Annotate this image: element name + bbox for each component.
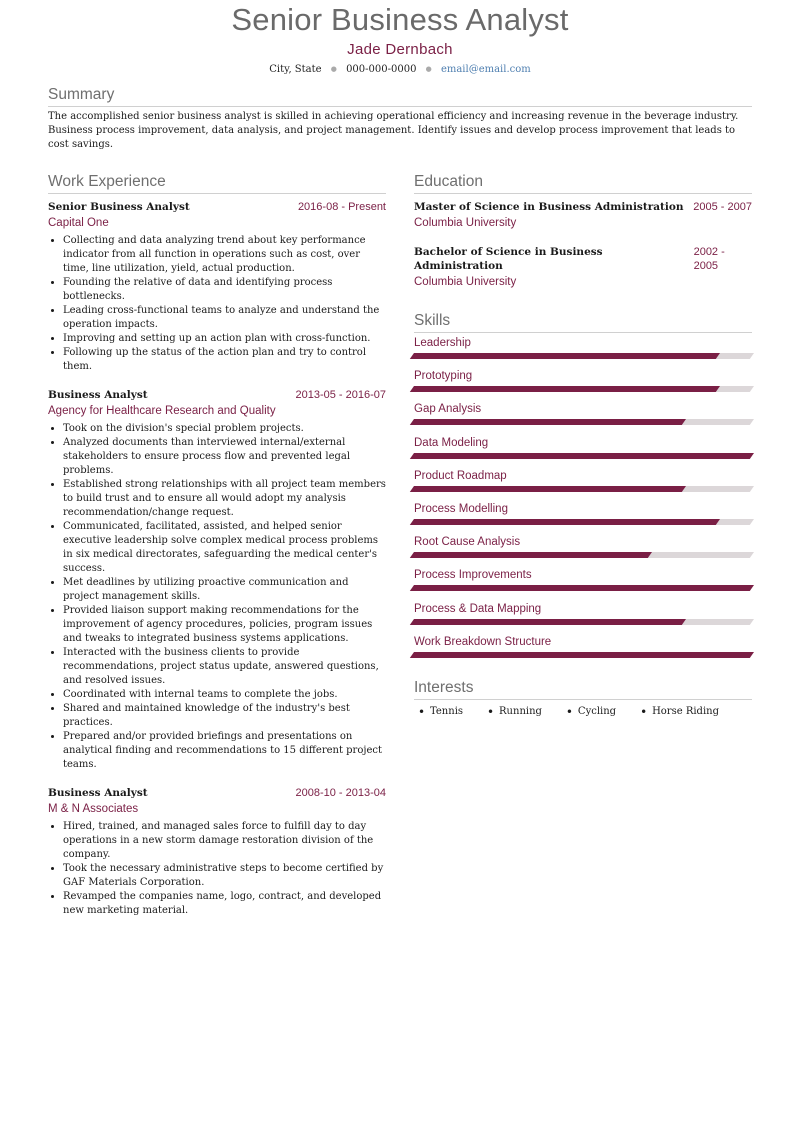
skill-name: Data Modeling	[414, 436, 489, 449]
job-title: Business Analyst	[48, 389, 148, 401]
list-item: • Took on the division's special problem projects.	[63, 422, 386, 436]
right-column	[414, 173, 752, 719]
list-item: • Met deadlines by utilizing proactive communication and project management skills.	[63, 576, 386, 604]
interest-item: • Running	[487, 705, 542, 719]
location: City, State	[269, 64, 322, 75]
skill-level-bar	[410, 453, 754, 459]
skill-row	[414, 399, 752, 432]
skill-row	[414, 632, 752, 665]
skill-name: Process Improvements	[414, 569, 532, 582]
list-item: • Took the necessary administrative steps to become certified by GAF Materials Corporation.	[63, 862, 386, 890]
interest-list	[414, 705, 752, 719]
skill-level-fill	[410, 386, 720, 392]
job-bullet-list	[48, 422, 386, 772]
job-header	[48, 200, 386, 214]
list-item: • Coordinated with internal teams to complete the jobs.	[63, 688, 386, 702]
skill-name: Prototyping	[414, 370, 473, 383]
skill-row	[414, 466, 752, 499]
job-date: 2008-10 - 2013-04	[295, 787, 386, 799]
skill-level-bar	[410, 486, 754, 492]
work-experience-heading: Work Experience	[48, 173, 386, 194]
skill-level-fill	[410, 353, 720, 359]
separator-dot-icon: ●	[425, 65, 432, 73]
list-item: • Analyzed documents than interviewed internal/external stakeholders to ensure process flow and prevented legal problems.	[63, 436, 386, 478]
job-bullet-list	[48, 234, 386, 374]
degree-title: Master of Science in Business Administration	[414, 201, 684, 213]
skill-level-bar	[410, 353, 754, 359]
skill-level-bar	[410, 552, 754, 558]
list-item: • Prepared and/or provided briefings and presentations on analytical finding and recommendations to 15 different project teams.	[63, 730, 386, 772]
job-header	[48, 786, 386, 800]
email-link[interactable]: email@email.com	[440, 64, 531, 75]
skill-name: Process & Data Mapping	[414, 602, 542, 615]
list-item: • Provided liaison support making recommendations for the improvement of agency procedures, policies, program issues and tweaks to integrated business systems applications.	[63, 604, 386, 646]
skill-name: Gap Analysis	[414, 403, 482, 416]
skill-row	[414, 366, 752, 399]
summary-text: The accomplished senior business analyst is skilled in achieving operational efficiency and increasing revenue in the beverage industry. Business process improvement, data analysis, and project management. Identify issues and develop process improvement that leads to cost savings.	[48, 111, 739, 150]
resume-header	[0, 0, 800, 76]
separator-dot-icon: ●	[330, 65, 337, 73]
left-column	[48, 173, 386, 918]
skill-level-bar	[410, 419, 754, 425]
interest-item: • Cycling	[566, 705, 616, 719]
skill-row	[414, 599, 752, 632]
education-heading: Education	[414, 173, 752, 194]
education-header	[414, 200, 752, 214]
school-name: Columbia University	[414, 276, 517, 288]
skill-level-fill	[410, 453, 754, 459]
skill-level-fill	[410, 585, 754, 591]
list-item: • Improving and setting up an action plan with cross-function.	[63, 332, 386, 346]
interests-heading: Interests	[414, 679, 752, 700]
skill-name: Process Modelling	[414, 502, 508, 515]
phone: 000-000-0000	[346, 64, 417, 75]
skill-level-fill	[410, 419, 686, 425]
skill-row	[414, 433, 752, 466]
list-item: • Founding the relative of data and identifying process bottlenecks.	[63, 276, 386, 304]
contact-line	[0, 63, 800, 76]
job-bullet-list	[48, 820, 386, 918]
degree-title: Bachelor of Science in Business Administration	[414, 246, 603, 272]
job-title: Business Analyst	[48, 787, 148, 799]
list-item: • Interacted with the business clients to provide recommendations, project status update, answered questions, and resolved issues.	[63, 646, 386, 688]
education-header	[414, 245, 752, 273]
skill-level-bar	[410, 519, 754, 525]
job-company: Capital One	[48, 217, 109, 229]
skill-level-fill	[410, 519, 720, 525]
education-entry	[414, 200, 752, 231]
skill-level-bar	[410, 386, 754, 392]
skill-row	[414, 565, 752, 598]
skill-level-bar	[410, 585, 754, 591]
summary-section	[48, 86, 752, 152]
job-entry	[48, 388, 386, 772]
job-header	[48, 388, 386, 402]
job-entry	[48, 200, 386, 374]
skill-level-fill	[410, 552, 652, 558]
education-date: 2005 - 2007	[693, 201, 752, 213]
interest-item: • Horse Riding	[640, 705, 719, 719]
list-item: • Communicated, facilitated, assisted, and helped senior executive leadership solve complex medical process problems in six medical directorates, safeguarding the medical center's success.	[63, 520, 386, 576]
list-item: • Following up the status of the action plan and try to control them.	[63, 346, 386, 374]
job-entry	[48, 786, 386, 918]
list-item: • Established strong relationships with all project team members to build trust and to ensure all would adopt my analysis recommendation/change request.	[63, 478, 386, 520]
education-date: 2002 - 2005	[693, 246, 725, 272]
skill-level-fill	[410, 652, 754, 658]
candidate-name: Jade Dernbach	[347, 41, 453, 58]
job-company: M & N Associates	[48, 803, 139, 815]
job-list	[48, 200, 386, 918]
skill-row	[414, 532, 752, 565]
skill-name: Product Roadmap	[414, 469, 507, 482]
job-date: 2013-05 - 2016-07	[295, 389, 386, 401]
interest-item: • Tennis	[418, 705, 463, 719]
school-name: Columbia University	[414, 217, 517, 229]
list-item: • Leading cross-functional teams to analyze and understand the operation impacts.	[63, 304, 386, 332]
list-item: • Hired, trained, and managed sales force to fulfill day to day operations in a new storm damage restoration division of the company.	[63, 820, 386, 862]
skill-level-bar	[410, 652, 754, 658]
skills-heading: Skills	[414, 312, 752, 333]
skill-name: Root Cause Analysis	[414, 536, 521, 549]
skills-section	[414, 312, 752, 665]
skill-name: Leadership	[414, 337, 471, 349]
list-item: • Shared and maintained knowledge of the industry's best practices.	[63, 702, 386, 730]
skill-name: Work Breakdown Structure	[414, 635, 552, 648]
skill-level-bar	[410, 619, 754, 625]
job-company: Agency for Healthcare Research and Quality	[48, 405, 276, 417]
list-item: • Revamped the companies name, logo, contract, and developed new marketing material.	[63, 890, 386, 918]
job-title: Senior Business Analyst	[48, 201, 190, 213]
education-list	[414, 200, 752, 290]
skill-list	[414, 333, 752, 665]
skill-row	[414, 333, 752, 366]
skill-level-fill	[410, 486, 686, 492]
list-item: • Collecting and data analyzing trend about key performance indicator from all function in operations such as cost, over time, line utilization, yield, actual production.	[63, 234, 386, 276]
resume-title: Senior Business Analyst	[231, 2, 569, 37]
skill-level-fill	[410, 619, 686, 625]
interests-section	[414, 679, 752, 719]
summary-heading: Summary	[48, 86, 752, 107]
job-date: 2016-08 - Present	[297, 201, 386, 213]
skill-row	[414, 499, 752, 532]
education-entry	[414, 245, 752, 290]
